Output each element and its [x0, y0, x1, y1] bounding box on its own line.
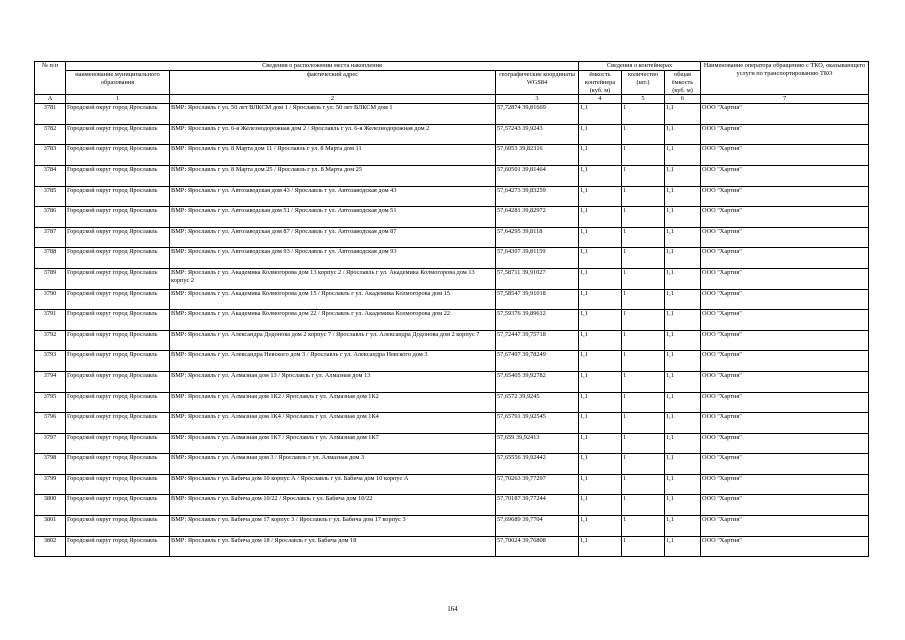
row-number: 3785 — [35, 186, 66, 207]
operator-cell: ООО "Хартия" — [701, 104, 869, 125]
capacity-cell: 1,1 — [579, 371, 622, 392]
address-cell: ВМР: Ярославль г ул. 8 Марта дом 25 / Ярославль г ул. 8 Марта дом 25 — [170, 165, 496, 186]
municipality-cell: Городской округ город Ярославль — [66, 248, 170, 269]
coordinates-cell: 57,57243 39,9243 — [496, 124, 579, 145]
table-row — [35, 516, 869, 537]
municipality-cell: Городской округ город Ярославль — [66, 495, 170, 516]
table-row — [35, 392, 869, 413]
operator-cell: ООО "Хартия" — [701, 330, 869, 351]
municipality-cell: Городской округ город Ярославль — [66, 145, 170, 166]
capacity-cell: 1,1 — [579, 227, 622, 248]
row-number: 3782 — [35, 124, 66, 145]
count-cell: 1 — [622, 145, 665, 166]
count-cell: 1 — [622, 104, 665, 125]
capacity-cell: 1,1 — [579, 392, 622, 413]
address-cell: ВМР: Ярославль г ул. Алмазная дом 1К4 / Ярославль г ул. Алмазная дом 1К4 — [170, 413, 496, 434]
table-row — [35, 268, 869, 289]
operator-cell: ООО "Хартия" — [701, 268, 869, 289]
table-row — [35, 165, 869, 186]
operator-cell: ООО "Хартия" — [701, 289, 869, 310]
column-number: 2 — [170, 95, 496, 104]
row-number: 3801 — [35, 516, 66, 537]
column-number: A — [35, 95, 66, 104]
coordinates-cell: 57,64307 39,81159 — [496, 248, 579, 269]
count-cell: 1 — [622, 536, 665, 557]
address-cell: ВМР: Ярославль г ул. Автозаводская дом 43 / Ярославль г ул. Автозаводская дом 43 — [170, 186, 496, 207]
address-cell: ВМР: Ярославль г ул. Автозаводская дом 51 / Ярославль г ул. Автозаводская дом 51 — [170, 207, 496, 228]
table-row — [35, 351, 869, 372]
count-cell: 1 — [622, 413, 665, 434]
address-cell: ВМР: Ярославль г ул. Алмазная дом 1К2 / Ярославль г ул. Алмазная дом 1К2 — [170, 392, 496, 413]
capacity-cell: 1,1 — [579, 165, 622, 186]
row-number: 3786 — [35, 207, 66, 228]
total-capacity-cell: 1,1 — [665, 145, 701, 166]
coordinates-cell: 57,70187 39,77244 — [496, 495, 579, 516]
coordinates-cell: 57,6053 39,82316 — [496, 145, 579, 166]
municipality-cell: Городской округ город Ярославль — [66, 516, 170, 537]
operator-cell: ООО "Хартия" — [701, 536, 869, 557]
operator-cell: ООО "Хартия" — [701, 124, 869, 145]
municipality-cell: Городской округ город Ярославль — [66, 371, 170, 392]
total-capacity-cell: 1,1 — [665, 474, 701, 495]
operator-cell: ООО "Хартия" — [701, 516, 869, 537]
header-num: № п/п — [35, 62, 66, 95]
column-number: 3 — [496, 95, 579, 104]
count-cell: 1 — [622, 330, 665, 351]
row-number: 3796 — [35, 413, 66, 434]
row-number: 3792 — [35, 330, 66, 351]
operator-cell: ООО "Хартия" — [701, 392, 869, 413]
total-capacity-cell: 1,1 — [665, 516, 701, 537]
header-containers-group: Сведения о контейнерах — [579, 62, 701, 71]
coordinates-cell: 57,6572 39,9245 — [496, 392, 579, 413]
municipality-cell: Городской округ город Ярославль — [66, 104, 170, 125]
address-cell: ВМР: Ярославль г ул. Алмазная дом 13 / Ярославль г ул. Алмазная дом 13 — [170, 371, 496, 392]
row-number: 3787 — [35, 227, 66, 248]
capacity-cell: 1,1 — [579, 536, 622, 557]
total-capacity-cell: 1,1 — [665, 289, 701, 310]
municipality-cell: Городской округ город Ярославль — [66, 207, 170, 228]
header-location-group: Сведения о расположении места накопления — [66, 62, 579, 71]
row-number: 3781 — [35, 104, 66, 125]
capacity-cell: 1,1 — [579, 474, 622, 495]
address-cell: ВМР: Ярославль г ул. Академика Колмогорова дом 15 / Ярославль г ул. Академика Колмогорова дом 15 — [170, 289, 496, 310]
total-capacity-cell: 1,1 — [665, 371, 701, 392]
total-capacity-cell: 1,1 — [665, 227, 701, 248]
column-number: 1 — [66, 95, 170, 104]
column-number: 6 — [665, 95, 701, 104]
operator-cell: ООО "Хартия" — [701, 351, 869, 372]
table-row — [35, 227, 869, 248]
header-count: количество (шт.) — [622, 71, 665, 95]
coordinates-cell: 57,59376 39,89612 — [496, 310, 579, 331]
table-row — [35, 145, 869, 166]
capacity-cell: 1,1 — [579, 186, 622, 207]
capacity-cell: 1,1 — [579, 289, 622, 310]
municipality-cell: Городской округ город Ярославль — [66, 413, 170, 434]
capacity-cell: 1,1 — [579, 413, 622, 434]
address-cell: ВМР: Ярославль г ул. Академика Колмогорова дом 13 корпус 2 / Ярославль г ул. Академика Колмогорова дом 13 корпус 2 — [170, 268, 496, 289]
count-cell: 1 — [622, 248, 665, 269]
total-capacity-cell: 1,1 — [665, 207, 701, 228]
count-cell: 1 — [622, 371, 665, 392]
coordinates-cell: 57,72874 39,81669 — [496, 104, 579, 125]
row-number: 3793 — [35, 351, 66, 372]
address-cell: ВМР: Ярославль г ул. Бабича дом 10/22 / Ярославль г ул. Бабича дом 10/22 — [170, 495, 496, 516]
count-cell: 1 — [622, 186, 665, 207]
total-capacity-cell: 1,1 — [665, 433, 701, 454]
count-cell: 1 — [622, 207, 665, 228]
address-cell: ВМР: Ярославль г ул. Автозаводская дом 87 / Ярославль г ул. Автозаводская дом 87 — [170, 227, 496, 248]
page-number: 164 — [447, 605, 458, 613]
row-number: 3799 — [35, 474, 66, 495]
row-number: 3795 — [35, 392, 66, 413]
operator-cell: ООО "Хартия" — [701, 454, 869, 475]
table-row — [35, 104, 869, 125]
municipality-cell: Городской округ город Ярославль — [66, 433, 170, 454]
count-cell: 1 — [622, 474, 665, 495]
row-number: 3784 — [35, 165, 66, 186]
capacity-cell: 1,1 — [579, 330, 622, 351]
operator-cell: ООО "Хартия" — [701, 207, 869, 228]
table-row — [35, 371, 869, 392]
capacity-cell: 1,1 — [579, 433, 622, 454]
count-cell: 1 — [622, 268, 665, 289]
municipality-cell: Городской округ город Ярославль — [66, 124, 170, 145]
coordinates-cell: 57,58711 39,91027 — [496, 268, 579, 289]
table-row — [35, 310, 869, 331]
total-capacity-cell: 1,1 — [665, 413, 701, 434]
total-capacity-cell: 1,1 — [665, 392, 701, 413]
capacity-cell: 1,1 — [579, 495, 622, 516]
total-capacity-cell: 1,1 — [665, 165, 701, 186]
operator-cell: ООО "Хартия" — [701, 227, 869, 248]
coordinates-cell: 57,64273 39,83259 — [496, 186, 579, 207]
coordinates-cell: 57,67497 39,78249 — [496, 351, 579, 372]
row-number: 3794 — [35, 371, 66, 392]
table-row — [35, 433, 869, 454]
capacity-cell: 1,1 — [579, 145, 622, 166]
row-number: 3797 — [35, 433, 66, 454]
municipality-cell: Городской округ город Ярославль — [66, 330, 170, 351]
count-cell: 1 — [622, 227, 665, 248]
capacity-cell: 1,1 — [579, 310, 622, 331]
total-capacity-cell: 1,1 — [665, 310, 701, 331]
address-cell: ВМР: Ярославль г ул. Александра Невского дом 3 / Ярославль г ул. Александра Невского дом 3 — [170, 351, 496, 372]
coordinates-cell: 57,70024 39,76808 — [496, 536, 579, 557]
row-number: 3789 — [35, 268, 66, 289]
capacity-cell: 1,1 — [579, 248, 622, 269]
address-cell: ВМР: Ярославль г ул. Бабича дом 10 корпус А / Ярославль г ул. Бабича дом 10 корпус А — [170, 474, 496, 495]
header-coordinates: географические координаты WGS84 — [496, 71, 579, 95]
capacity-cell: 1,1 — [579, 516, 622, 537]
count-cell: 1 — [622, 351, 665, 372]
count-cell: 1 — [622, 433, 665, 454]
table-row — [35, 330, 869, 351]
row-number: 3790 — [35, 289, 66, 310]
address-cell: ВМР: Ярославль г ул. Александра Додонова дом 2 корпус 7 / Ярославль г ул. Александра Додонова дом 2 корпус 7 — [170, 330, 496, 351]
row-number: 3783 — [35, 145, 66, 166]
municipality-cell: Городской округ город Ярославль — [66, 289, 170, 310]
municipality-cell: Городской округ город Ярославль — [66, 268, 170, 289]
operator-cell: ООО "Хартия" — [701, 433, 869, 454]
coordinates-cell: 57,64295 39,8118 — [496, 227, 579, 248]
operator-cell: ООО "Хартия" — [701, 165, 869, 186]
count-cell: 1 — [622, 165, 665, 186]
table-row — [35, 186, 869, 207]
column-number-row — [35, 95, 869, 104]
municipality-cell: Городской округ город Ярославль — [66, 186, 170, 207]
row-number: 3802 — [35, 536, 66, 557]
total-capacity-cell: 1,1 — [665, 268, 701, 289]
header-address: фактический адрес — [170, 71, 496, 95]
address-cell: ВМР: Ярославль г ул. Алмазная дом 3 / Ярославль г ул. Алмазная дом 3 — [170, 454, 496, 475]
municipality-cell: Городской округ город Ярославль — [66, 165, 170, 186]
coordinates-cell: 57,72447 39,75718 — [496, 330, 579, 351]
address-cell: ВМР: Ярославль г ул. Академика Колмогорова дом 22 / Ярославль г ул. Академика Колмогорова дом 22 — [170, 310, 496, 331]
row-number: 3788 — [35, 248, 66, 269]
registry-table — [34, 61, 869, 557]
table-row — [35, 413, 869, 434]
table-row — [35, 289, 869, 310]
operator-cell: ООО "Хартия" — [701, 145, 869, 166]
address-cell: ВМР: Ярославль г ул. Автозаводская дом 93 / Ярославль г ул. Автозаводская дом 93 — [170, 248, 496, 269]
municipality-cell: Городской округ город Ярославль — [66, 351, 170, 372]
coordinates-cell: 57,659 39,92413 — [496, 433, 579, 454]
capacity-cell: 1,1 — [579, 104, 622, 125]
operator-cell: ООО "Хартия" — [701, 371, 869, 392]
operator-cell: ООО "Хартия" — [701, 495, 869, 516]
total-capacity-cell: 1,1 — [665, 104, 701, 125]
operator-cell: ООО "Хартия" — [701, 310, 869, 331]
coordinates-cell: 57,65556 39,92442 — [496, 454, 579, 475]
capacity-cell: 1,1 — [579, 351, 622, 372]
table-row — [35, 124, 869, 145]
operator-cell: ООО "Хартия" — [701, 413, 869, 434]
count-cell: 1 — [622, 310, 665, 331]
coordinates-cell: 57,64281 39,82972 — [496, 207, 579, 228]
address-cell: ВМР: Ярославль г ул. Алмазная дом 1К7 / Ярославль г ул. Алмазная дом 1К7 — [170, 433, 496, 454]
row-number: 3798 — [35, 454, 66, 475]
total-capacity-cell: 1,1 — [665, 186, 701, 207]
total-capacity-cell: 1,1 — [665, 495, 701, 516]
coordinates-cell: 57,65791 39,92545 — [496, 413, 579, 434]
municipality-cell: Городской округ город Ярославль — [66, 474, 170, 495]
header-total-capacity: общая ёмкость (куб. м) — [665, 71, 701, 95]
coordinates-cell: 57,60501 39,81464 — [496, 165, 579, 186]
operator-cell: ООО "Хартия" — [701, 474, 869, 495]
capacity-cell: 1,1 — [579, 207, 622, 228]
table-row — [35, 495, 869, 516]
column-number: 7 — [701, 95, 869, 104]
total-capacity-cell: 1,1 — [665, 454, 701, 475]
table-row — [35, 207, 869, 228]
table-row — [35, 474, 869, 495]
count-cell: 1 — [622, 516, 665, 537]
municipality-cell: Городской округ город Ярославль — [66, 310, 170, 331]
total-capacity-cell: 1,1 — [665, 248, 701, 269]
count-cell: 1 — [622, 124, 665, 145]
header-capacity: ёмкость контейнера (куб. м) — [579, 71, 622, 95]
table-row — [35, 248, 869, 269]
coordinates-cell: 57,69689 39,7704 — [496, 516, 579, 537]
total-capacity-cell: 1,1 — [665, 536, 701, 557]
municipality-cell: Городской округ город Ярославль — [66, 454, 170, 475]
municipality-cell: Городской округ город Ярославль — [66, 536, 170, 557]
address-cell: ВМР: Ярославль г ул. Бабича дом 17 корпус 3 / Ярославль г ул. Бабича дом 17 корпус 3 — [170, 516, 496, 537]
count-cell: 1 — [622, 495, 665, 516]
total-capacity-cell: 1,1 — [665, 124, 701, 145]
operator-cell: ООО "Хартия" — [701, 248, 869, 269]
table-body — [35, 104, 869, 557]
total-capacity-cell: 1,1 — [665, 351, 701, 372]
capacity-cell: 1,1 — [579, 268, 622, 289]
table-header — [35, 62, 869, 104]
municipality-cell: Городской округ город Ярославль — [66, 392, 170, 413]
count-cell: 1 — [622, 392, 665, 413]
address-cell: ВМР: Ярославль г ул. 50 лет ВЛКСМ дом 1 / Ярославль г ул. 50 лет ВЛКСМ дом 1 — [170, 104, 496, 125]
capacity-cell: 1,1 — [579, 124, 622, 145]
address-cell: ВМР: Ярославль г ул. 6-я Железнодорожная дом 2 / Ярославль г ул. 6-я Железнодорожная дом 2 — [170, 124, 496, 145]
count-cell: 1 — [622, 289, 665, 310]
header-operator: Наименование оператора обращению с ТКО, оказывающего услуги по транспортированию ТКО — [701, 62, 869, 95]
coordinates-cell: 57,65405 39,92782 — [496, 371, 579, 392]
table-row — [35, 536, 869, 557]
coordinates-cell: 57,58547 39,91018 — [496, 289, 579, 310]
address-cell: ВМР: Ярославль г ул. Бабича дом 18 / Ярославль г ул. Бабича дом 18 — [170, 536, 496, 557]
capacity-cell: 1,1 — [579, 454, 622, 475]
municipality-cell: Городской округ город Ярославль — [66, 227, 170, 248]
row-number: 3791 — [35, 310, 66, 331]
operator-cell: ООО "Хартия" — [701, 186, 869, 207]
count-cell: 1 — [622, 454, 665, 475]
header-municipality: наименование муниципального образования — [66, 71, 170, 95]
address-cell: ВМР: Ярославль г ул. 8 Марта дом 11 / Ярославль г ул. 8 Марта дом 11 — [170, 145, 496, 166]
coordinates-cell: 57,70263 39,77297 — [496, 474, 579, 495]
column-number: 4 — [579, 95, 622, 104]
row-number: 3800 — [35, 495, 66, 516]
total-capacity-cell: 1,1 — [665, 330, 701, 351]
column-number: 5 — [622, 95, 665, 104]
table-row — [35, 454, 869, 475]
